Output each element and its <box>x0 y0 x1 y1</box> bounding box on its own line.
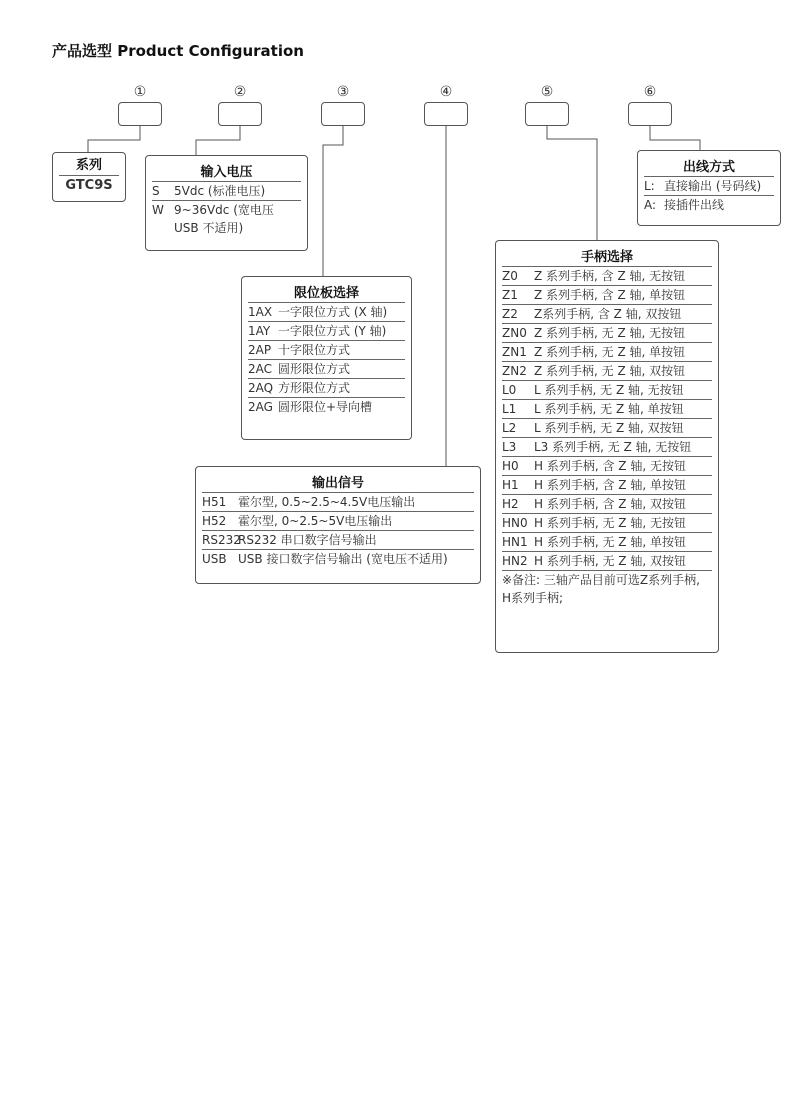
voltage-code: S <box>152 184 160 198</box>
handle-code: H2 <box>502 497 519 511</box>
limit-code: 2AG <box>248 400 273 414</box>
output-code: RS232 <box>202 533 241 547</box>
handle-option <box>502 533 712 552</box>
handle-option <box>502 381 712 400</box>
limit-option <box>248 398 405 416</box>
series-card <box>52 152 126 202</box>
handle-option <box>502 343 712 362</box>
limit-option <box>248 379 405 398</box>
handle-code: H0 <box>502 459 519 473</box>
handle-code: ZN2 <box>502 364 527 378</box>
output-code: H51 <box>202 495 227 509</box>
handle-option <box>502 305 712 324</box>
output-signal-title: 输出信号 <box>311 476 364 491</box>
outlet-code: A: <box>644 198 657 212</box>
handle-option <box>502 514 712 533</box>
input-voltage-card <box>145 155 308 251</box>
code-slot-2 <box>218 102 262 126</box>
voltage-option <box>152 201 301 237</box>
outlet-card <box>637 150 781 226</box>
outlet-title: 出线方式 <box>682 160 735 175</box>
limit-option <box>248 341 405 360</box>
limit-desc: 圆形限位方式 <box>278 362 351 376</box>
handle-code: L2 <box>502 421 517 435</box>
connector-series <box>88 126 140 152</box>
output-code: H52 <box>202 514 227 528</box>
output-option <box>202 493 474 512</box>
handle-option <box>502 286 712 305</box>
output-desc: 霍尔型, 0.5~2.5~4.5V电压输出 <box>238 495 416 509</box>
code-slot-3 <box>321 102 365 126</box>
handle-title: 手柄选择 <box>580 250 633 265</box>
position-number-3: ③ <box>336 84 350 100</box>
output-option <box>202 531 474 550</box>
handle-desc: H 系列手柄, 含 Z 轴, 双按钮 <box>534 497 686 511</box>
limit-option <box>248 322 405 341</box>
handle-desc: Z 系列手柄, 含 Z 轴, 单按钮 <box>534 288 686 302</box>
series-title: 系列 <box>59 157 119 176</box>
voltage-option <box>152 182 301 201</box>
connector-outlet <box>650 126 700 150</box>
limit-desc: 方形限位方式 <box>278 381 351 395</box>
handle-note: ※备注: 三轴产品目前可选Z系列手柄, H系列手柄; <box>502 573 700 605</box>
voltage-desc: 9~36Vdc (宽电压 USB 不适用) <box>174 203 274 235</box>
handle-code: H1 <box>502 478 519 492</box>
limit-option <box>248 360 405 379</box>
output-desc: RS232 串口数字信号输出 <box>238 533 377 547</box>
limit-code: 1AX <box>248 305 273 319</box>
output-desc: USB 接口数字信号输出 (宽电压不适用) <box>238 552 448 566</box>
handle-option <box>502 495 712 514</box>
position-number-5: ⑤ <box>540 84 554 100</box>
limit-desc: 十字限位方式 <box>278 343 351 357</box>
handle-desc: H 系列手柄, 无 Z 轴, 双按钮 <box>534 554 686 568</box>
code-slot-1 <box>118 102 162 126</box>
handle-option <box>502 419 712 438</box>
handle-code: L1 <box>502 402 517 416</box>
limit-plate-title-row <box>248 285 405 303</box>
outlet-desc: 直接输出 (号码线) <box>664 179 762 193</box>
limit-plate-card <box>241 276 412 440</box>
handle-desc: Z系列手柄, 含 Z 轴, 双按钮 <box>534 307 682 321</box>
limit-code: 1AY <box>248 324 271 338</box>
output-signal-title-row <box>202 475 474 493</box>
handle-option <box>502 267 712 286</box>
handle-code: HN2 <box>502 554 528 568</box>
handle-code: ZN1 <box>502 345 527 359</box>
handle-code: L3 <box>502 440 517 454</box>
limit-option <box>248 303 405 322</box>
limit-desc: 圆形限位+导向槽 <box>278 400 373 414</box>
connector-voltage <box>196 126 240 155</box>
position-number-1: ① <box>133 84 147 100</box>
outlet-desc: 接插件出线 <box>664 198 725 212</box>
handle-desc: H 系列手柄, 含 Z 轴, 单按钮 <box>534 478 686 492</box>
code-slot-4 <box>424 102 468 126</box>
handle-desc: Z 系列手柄, 无 Z 轴, 双按钮 <box>534 364 686 378</box>
input-voltage-title: 输入电压 <box>200 165 253 180</box>
connector-limit <box>323 126 343 276</box>
handle-option <box>502 476 712 495</box>
outlet-option <box>644 196 774 214</box>
output-desc: 霍尔型, 0~2.5~5V电压输出 <box>238 514 393 528</box>
voltage-code: W <box>152 203 164 217</box>
handle-code: L0 <box>502 383 517 397</box>
outlet-title-row <box>644 159 774 177</box>
connector-handle <box>547 126 597 240</box>
output-code: USB <box>202 552 227 566</box>
handle-desc: H 系列手柄, 无 Z 轴, 单按钮 <box>534 535 686 549</box>
handle-desc: L3 系列手柄, 无 Z 轴, 无按钮 <box>534 440 692 454</box>
handle-option <box>502 438 712 457</box>
outlet-option <box>644 177 774 196</box>
handle-desc: L 系列手柄, 无 Z 轴, 无按钮 <box>534 383 684 397</box>
position-number-4: ④ <box>439 84 453 100</box>
handle-code: Z0 <box>502 269 518 283</box>
handle-desc: H 系列手柄, 无 Z 轴, 无按钮 <box>534 516 686 530</box>
handle-desc: Z 系列手柄, 含 Z 轴, 无按钮 <box>534 269 686 283</box>
limit-desc: 一字限位方式 (Y 轴) <box>278 324 387 338</box>
output-option <box>202 512 474 531</box>
handle-code: HN1 <box>502 535 528 549</box>
handle-desc: L 系列手柄, 无 Z 轴, 单按钮 <box>534 402 684 416</box>
limit-desc: 一字限位方式 (X 轴) <box>278 305 388 319</box>
outlet-code: L: <box>644 179 655 193</box>
handle-card <box>495 240 719 653</box>
output-signal-card <box>195 466 481 584</box>
handle-option <box>502 362 712 381</box>
code-slot-5 <box>525 102 569 126</box>
handle-code: ZN0 <box>502 326 527 340</box>
voltage-desc: 5Vdc (标准电压) <box>174 184 266 198</box>
handle-option <box>502 324 712 343</box>
handle-desc: H 系列手柄, 含 Z 轴, 无按钮 <box>534 459 686 473</box>
page-title: 产品选型 Product Configuration <box>52 42 304 60</box>
output-option <box>202 550 474 568</box>
handle-option <box>502 552 712 571</box>
handle-option <box>502 400 712 419</box>
handle-code: Z2 <box>502 307 518 321</box>
limit-code: 2AP <box>248 343 272 357</box>
handle-desc: Z 系列手柄, 无 Z 轴, 无按钮 <box>534 326 686 340</box>
limit-code: 2AQ <box>248 381 274 395</box>
input-voltage-title-row <box>152 164 301 182</box>
code-slot-6 <box>628 102 672 126</box>
handle-code: HN0 <box>502 516 528 530</box>
handle-option <box>502 457 712 476</box>
handle-code: Z1 <box>502 288 518 302</box>
limit-plate-title: 限位板选择 <box>293 286 359 301</box>
handle-desc: L 系列手柄, 无 Z 轴, 双按钮 <box>534 421 684 435</box>
limit-code: 2AC <box>248 362 273 376</box>
handle-title-row <box>502 249 712 267</box>
position-number-6: ⑥ <box>643 84 657 100</box>
series-code: GTC9S <box>65 178 113 193</box>
handle-desc: Z 系列手柄, 无 Z 轴, 单按钮 <box>534 345 686 359</box>
position-number-2: ② <box>233 84 247 100</box>
